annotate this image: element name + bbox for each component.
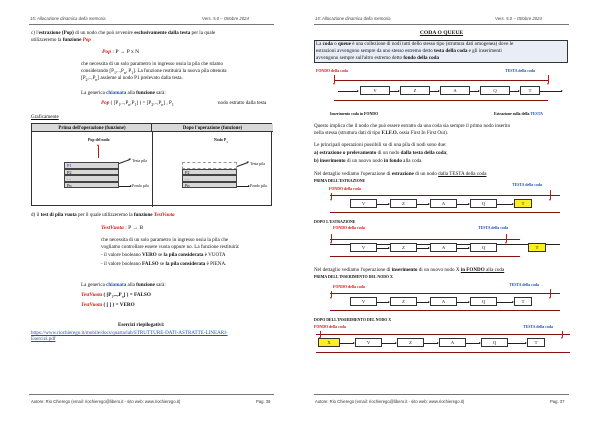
d3-queue-bottom-rail [330,256,520,257]
d5-link-2 [382,343,396,344]
before-top-arrow [119,159,131,164]
d3-testa-label: TESTA della coda [478,226,508,230]
fifo-line2: nella stessa (struttura dati di tipo F.I.F.O. ossia First In First Out). [314,130,449,136]
pop-call-example: Pop ( $[P_1,..,P_n,P_1]$ ) = $[P_2,..,P_n]$ , $P_1$ [101,100,174,108]
before-top-label: Testa pila [132,159,147,163]
d3-node-4: Q [470,243,497,252]
testvuota-call-falso: TestVuota ( $[P_1,..,P_n]$ ) = FALSO [81,292,151,300]
d1-link-1 [390,91,399,92]
d3-link-1 [377,248,389,249]
d4-fondo-label: FONDO della coda [333,285,365,289]
footer-author: Autore: Rio Chierego (email: riochierego@libero.it - sito web: www.riochierego.it) [31,399,181,404]
operation-a: a) estrazione o prelevamento di un nodo dalla testa della coda; [314,150,448,156]
d5-node-6: T [527,338,545,347]
d2-testa-arrow [550,190,551,199]
d5-testa-arrow [562,331,563,337]
d4-link-1 [377,302,389,303]
d2-link-1 [377,204,389,205]
testvuota-signature: TestVuota : P → B [101,225,144,231]
pop-signature: Pop : P → P x N [102,49,140,55]
exercises-link[interactable]: https://www.riochierego.it/mobile/docs/quarta/lab/STRUTTURE-DATI-ASTRATTE-LINEARI- Esercizi.pdf [31,330,228,342]
d1-link-0 [338,91,358,92]
footer-page-number: Pag. 36 [256,399,271,404]
after-bottom-label: Fondo pila [250,184,267,188]
d5-fondo-label: FONDO della coda [314,325,346,329]
d4-link-3 [457,302,469,303]
header-rule [29,24,274,25]
operation-b: b) inserimento di un nuovo nodo in fondo alla coda. [314,158,423,164]
d5-node-4: A [439,338,466,347]
d2-node-3: A [430,199,457,208]
d4-node-4: Q [470,297,497,306]
stack-after-row-2: P2 [182,169,237,176]
d4-testa-label: TESTA della coda [509,283,539,287]
header-version: Vers. 5.0 – Ottobre 2024 [202,16,249,21]
d1-node-4: Q [480,86,510,95]
fifo-line1: Questo implica che il nodo che può essere estratto da una coda sia sempre il primo nodo inserito [314,123,511,129]
d4-link-2 [417,302,429,303]
d2-fondo-arrow [331,193,332,199]
graphic-label: Graficamente [31,114,59,120]
d5-testa-label: TESTA della coda [523,325,553,329]
d4-node-1: V [350,297,377,306]
d2-fondo-label: FONDO della coda [329,187,361,191]
d1-node-2: Z [400,86,430,95]
table-header-before-cell [32,124,152,132]
d1-testa-arrow [548,75,549,83]
testvuota-call-intro: La generica chiamata alla funzione sarà: [81,282,166,288]
d5-link-5 [508,343,526,344]
pop-desc-line2: considerando [$P_1,..,P_n$, $P_1$]. La funzione restituirà la nuova pila ottenuta [81,68,227,76]
d3-queue-top-rail [330,239,520,240]
d5-node-3: Z [397,338,424,347]
exercises-title: Esercizi riepilogativi: [118,322,165,328]
d2-node-5: T [514,199,532,208]
d2-node-2: Z [390,199,417,208]
d4-testa-arrow [550,289,551,297]
pop-intro-line1: c) l'estrazione (Pop) di un nodo che può avvenire esclusivamente dalla testa per la quale [31,30,216,36]
d1-fondo-label: FONDO della coda [316,69,348,73]
d2-queue-top-rail [330,195,560,196]
d2-queue-bottom-rail [330,212,560,213]
table-header-after: Dopo l'operazione (funzione) [182,125,243,131]
d2-link-3 [457,204,469,205]
d1-testa-label: TESTA della coda [505,69,535,73]
header-chapter: 15: Allocazione dinamica della memoria [315,16,391,21]
footer-author: Autore: Rio Chierego (email: riochierego@libero.it - sito web: www.riochierego.it) [315,399,465,404]
d4-node-3: A [430,297,457,306]
definition-line1: La coda o queue è una collezione di nodi tutti dello stesso tipo (struttura dati omogenea) dove le [316,41,514,47]
d1-fondo-arrow [334,75,335,83]
stack-before-row-4: Pn [64,182,119,189]
testvuota-desc-line1: che necessita di un solo parametro in ingresso ossia la pila che [101,237,229,243]
testvuota-option-falso: - il valore booleano FALSO se la pila considerata è PIENA. [101,261,227,267]
stack-before-row-2: P2 [64,169,119,176]
d2-link-2 [417,204,429,205]
d3-fondo-label: FONDO della coda [333,226,365,230]
d3-node-2: Z [390,243,417,252]
d3-link-3 [457,248,469,249]
d1-insert-label: Inserimento coda in FONDO [330,112,379,116]
d3-testa-arrow [506,234,507,242]
d4-queue-top-rail [330,293,560,294]
operations-intro: Le principali operazioni possibili su di una pila di nodi sono due: [314,142,447,148]
d1-queue-top-rail [334,80,548,81]
footer-rule [314,394,569,395]
d4-fondo-arrow [331,291,332,297]
pop-desc-line3: $[P_2,..,P_n]$ assieme al nodo P1 prelevato dalla testa. [81,75,183,83]
d5-node-2: V [355,338,382,347]
before-bottom-arrow [119,186,131,187]
stack-before-row-3: … [64,175,119,182]
header-rule [314,24,569,25]
testvuota-call-vero: TestVuota ( [ ] ) = VERO [81,302,135,308]
table-divider [152,132,153,207]
d5-queue-top-rail [316,334,570,335]
header-version: Vers. 5.0 – Ottobre 2024 [495,16,542,21]
d5-link-1 [340,343,354,344]
d5-node-5: Q [481,338,508,347]
d2-link-4 [497,204,513,205]
pop-call-comment: nodo estratto dalla testa [218,100,267,106]
d3-extracted-node: T [528,243,546,252]
pop-intro-line2: utilizzeremo la funzione Pop [31,37,91,43]
d1-extract-label: Estrazione sulla della TESTA [494,112,543,116]
after-title: Nodo $P_1$ [214,138,228,144]
d5-link-4 [466,343,480,344]
definition-line3: avvengono sempre sull'altro estremo detto fondo della coda [316,55,440,61]
d4-link-4 [497,302,513,303]
d1-link-4 [510,91,519,92]
d3-node-3: A [430,243,457,252]
d3-node-1: V [350,243,377,252]
before-extraction-label: PRIMA DELL'ESTRAZIONE [314,179,366,183]
testvuota-desc-line2: vogliamo controllare essere vuota oppure no. La funzione restituirà: [101,244,240,250]
before-bottom-label: Fondo pila [132,184,149,188]
after-insertion-label: DOPO DELL'INSERIMENTO DEL NODO X [314,318,392,322]
pop-graphic-table [31,123,272,206]
definition-line2: estrazioni avvengono sempre da uno stesso estremo detto testa della coda e gli inserimenti [316,48,502,54]
page-37 [300,0,600,424]
d5-link-3 [424,343,438,344]
footer-page-number: Pag. 37 [550,399,565,404]
stack-after-row-3: … [182,175,237,182]
d1-link-2 [430,91,439,92]
table-header-before: Prima dell'operazione (funzione) [58,125,126,131]
d4-node-5: T [514,297,532,306]
d3-fondo-arrow [331,234,332,242]
stack-after-row-4: Pn [182,182,237,189]
table-header-after-cell [152,124,273,132]
section-title: CODA O QUEUE [419,30,464,36]
footer-rule [29,394,274,395]
insertion-detail-intro: Nel dettaglio vediamo l'operazione di inserimento di un nuovo nodo X in FONDO alla coda [314,267,505,273]
d1-link-3 [470,91,479,92]
testvuota-option-vero: - il valore booleano VERO se la pila considerata è VUOTA [101,252,226,258]
d1-link-5 [540,91,562,92]
d5-inserted-node: X [318,338,340,347]
d1-node-1: V [360,86,390,95]
testvuota-intro: d) il test di pila vuota per il quale utilizzeremo la funzione TestVuota [31,212,175,218]
d2-testa-label: TESTA della coda [512,183,542,187]
d1-node-3: A [440,86,470,95]
d5-queue-bottom-rail [316,352,570,353]
d1-queue-bottom-rail [334,100,548,101]
pop-up-arrow [98,146,99,158]
d4-queue-bottom-rail [330,310,560,311]
extraction-detail-intro: Nel dettaglio vediamo l'operazione di estrazione di un nodo dalla TESTA della coda [314,171,487,177]
d3-link-2 [417,248,429,249]
after-top-arrow [237,162,249,167]
d4-node-2: Z [390,297,417,306]
d1-node-5: T [520,86,540,95]
before-insertion-label: PRIMA DELL'INSERIMENTO DEL NODO X [314,275,393,279]
d5-fondo-arrow [320,331,321,337]
stack-before-row-1: P1 [64,162,119,169]
after-top-label: Testa pila [250,162,265,166]
d2-node-1: V [350,199,377,208]
header-chapter: 15: Allocazione dinamica della memoria [30,16,106,21]
before-title: Pop del nodo [88,138,110,142]
after-extraction-label: DOPO L'ESTRAZIONE [314,220,356,224]
pop-desc-line1: che necessita di un solo parametro in ingresso ossia la pila che stiamo [81,61,224,67]
after-bottom-arrow [237,186,249,187]
d2-node-4: Q [470,199,497,208]
pop-call-intro: La generica chiamata alla funzione sarà: [81,90,166,96]
